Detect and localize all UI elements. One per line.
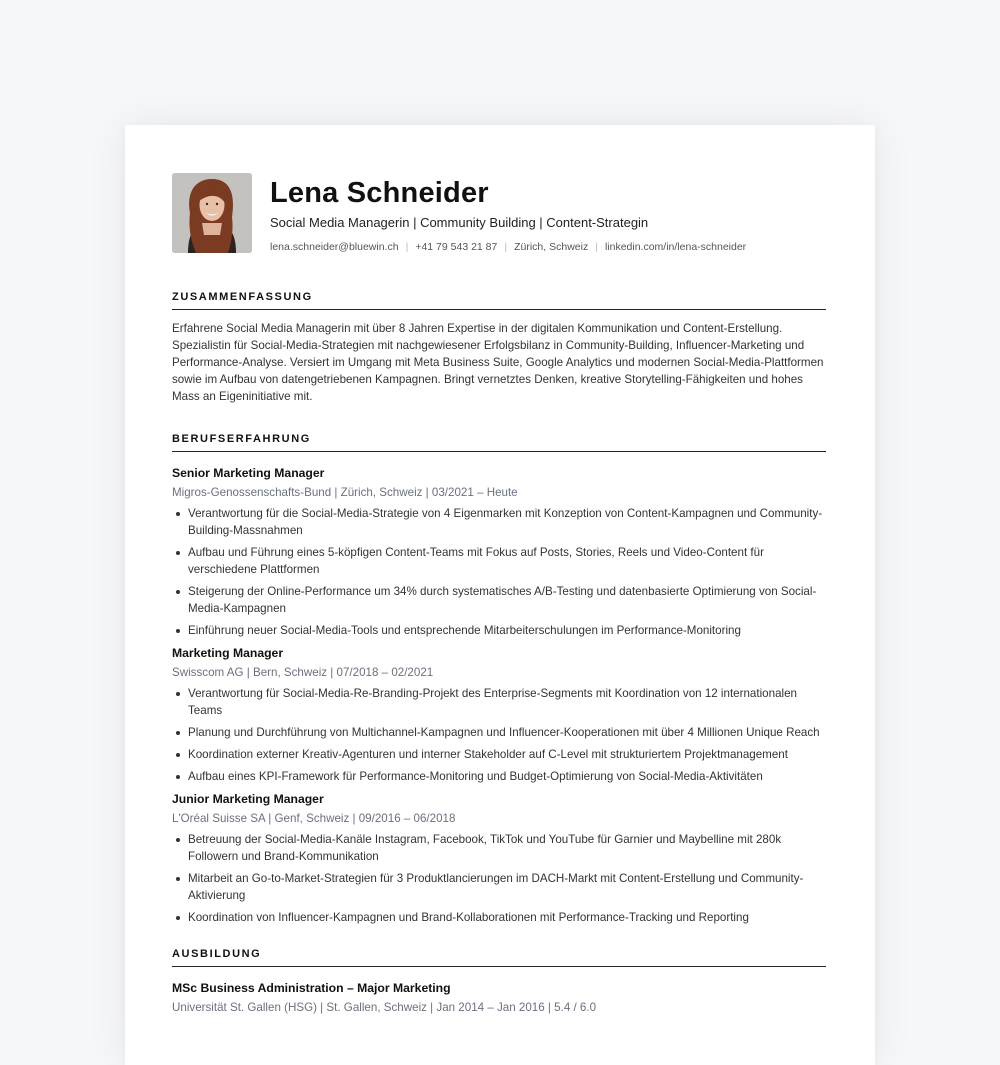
degree-title: MSc Business Administration – Major Marketing xyxy=(172,981,451,995)
job-entry xyxy=(172,791,826,926)
resume-content xyxy=(172,173,826,1016)
job-bullet: Planung und Durchführung von Multichannel-Kampagnen und Influencer-Kooperationen mit über 4 Millionen Unique Reach xyxy=(172,724,826,741)
job-bullet: Koordination externer Kreativ-Agenturen und interner Stakeholder auf C-Level mit strukturiertem Projektmanagement xyxy=(172,746,826,763)
contact-separator: | xyxy=(405,241,409,253)
experience-section xyxy=(172,433,826,926)
job-meta: Migros-Genossenschafts-Bund | Zürich, Schweiz | 03/2021 – Heute xyxy=(172,486,518,499)
job-meta: Swisscom AG | Bern, Schweiz | 07/2018 – 02/2021 xyxy=(172,666,434,679)
job-bullets xyxy=(172,831,826,926)
job-bullet: Verantwortung für die Social-Media-Strategie von 4 Eigenmarken mit Konzeption von Content-Kampagnen und Community-Building-Massnahmen xyxy=(172,505,826,539)
job-title: Junior Marketing Manager xyxy=(172,792,324,806)
job-bullet: Verantwortung für Social-Media-Re-Branding-Projekt des Enterprise-Segments mit Koordination von 12 internationalen Teams xyxy=(172,685,826,719)
contact-linkedin[interactable]: linkedin.com/in/lena-schneider xyxy=(604,241,747,253)
section-title-experience: BERUFSERFAHRUNG xyxy=(172,433,826,452)
section-title-summary: ZUSAMMENFASSUNG xyxy=(172,291,826,310)
resume-header xyxy=(172,173,826,254)
section-title-education: AUSBILDUNG xyxy=(172,948,826,967)
contact-separator: | xyxy=(595,241,598,253)
resume-page xyxy=(125,125,875,1065)
contact-separator: | xyxy=(504,241,508,253)
job-title: Senior Marketing Manager xyxy=(172,466,325,480)
job-meta: L'Oréal Suisse SA | Genf, Schweiz | 09/2016 – 06/2018 xyxy=(172,812,456,825)
job-bullet: Aufbau und Führung eines 5-köpfigen Content-Teams mit Fokus auf Posts, Stories, Reels und Video-Content für verschiedene Plattformen xyxy=(172,544,826,578)
job-title: Marketing Manager xyxy=(172,646,284,660)
contact-phone[interactable]: +41 79 543 21 87 xyxy=(415,241,498,253)
summary-text: Erfahrene Social Media Managerin mit über 8 Jahren Expertise in der digitalen Kommunikation und Content-Erstellung. Spezialistin für Social-Media-Strategien mit nachgewiesener Erfolgsbilanz in Community-Building, Influencer-Marketing und Performance-Analyse. Versiert im Umgang mit Meta Business Suite, Google Analytics und modernen Social-Media-Plattformen sowie im Aufbau von datengetriebenen Kampagnen. Bringt vernetztes Denken, kreative Storytelling-Fähigkeiten und hohes Mass an Eigeninitiative mit. xyxy=(172,322,824,403)
job-bullet: Mitarbeit an Go-to-Market-Strategien für 3 Produktlancierungen im DACH-Markt mit Content-Erstellung und Community-Aktivierung xyxy=(172,870,826,904)
education-entry xyxy=(172,980,826,1016)
job-bullets xyxy=(172,505,826,639)
job-bullet: Steigerung der Online-Performance um 34% durch systematisches A/B-Testing und datenbasierte Optimierung von Social-Media-Kampagnen xyxy=(172,583,826,617)
contact-email[interactable]: lena.schneider@bluewin.ch xyxy=(270,241,399,253)
contact-line xyxy=(270,240,746,254)
job-entry xyxy=(172,465,826,639)
header-text xyxy=(270,173,746,254)
contact-location: Zürich, Schweiz xyxy=(514,241,589,253)
profile-photo xyxy=(172,173,252,253)
job-bullet: Aufbau eines KPI-Framework für Performance-Monitoring und Budget-Optimierung von Social-Media-Aktivitäten xyxy=(172,768,826,785)
job-bullets xyxy=(172,685,826,785)
job-bullet: Einführung neuer Social-Media-Tools und entsprechende Mitarbeiterschulungen im Performance-Monitoring xyxy=(172,622,826,639)
job-bullet: Koordination von Influencer-Kampagnen und Brand-Kollaborationen mit Performance-Tracking und Reporting xyxy=(172,909,826,926)
job-entry xyxy=(172,645,826,785)
job-bullet: Betreuung der Social-Media-Kanäle Instagram, Facebook, TikTok und YouTube für Garnier und Maybelline mit 280k Followern und Brand-Kommunikation xyxy=(172,831,826,865)
candidate-name: Lena Schneider xyxy=(270,177,489,209)
education-section xyxy=(172,948,826,1016)
candidate-subtitle: Social Media Managerin | Community Building | Content-Strategin xyxy=(270,215,649,230)
education-meta: Universität St. Gallen (HSG) | St. Gallen, Schweiz | Jan 2014 – Jan 2016 | 5.4 / 6.0 xyxy=(172,1001,597,1014)
summary-section xyxy=(172,291,826,405)
